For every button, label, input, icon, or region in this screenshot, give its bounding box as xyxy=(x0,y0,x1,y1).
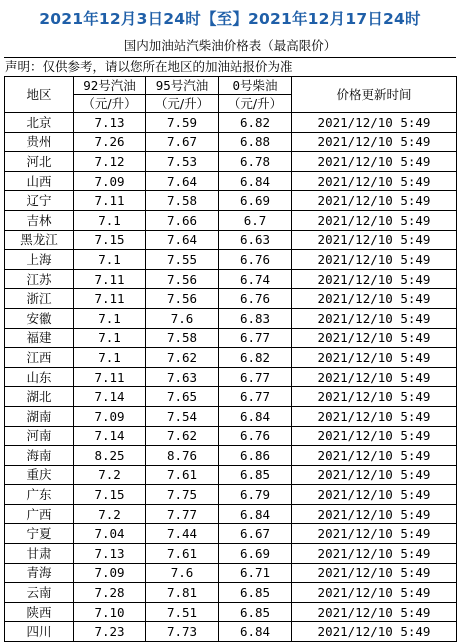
diesel0-price-cell: 6.69 xyxy=(219,191,292,211)
diesel0-price-cell: 6.71 xyxy=(219,563,292,583)
gas92-price-cell: 7.1 xyxy=(74,348,146,368)
price-table xyxy=(4,76,457,642)
region-cell: 河南 xyxy=(5,426,74,446)
update-time-cell: 2021/12/10 5:49 xyxy=(292,602,457,622)
gas95-price-cell: 7.61 xyxy=(146,465,219,485)
update-time-cell: 2021/12/10 5:49 xyxy=(292,191,457,211)
diesel0-price-cell: 6.67 xyxy=(219,524,292,544)
gas95-price-cell: 7.56 xyxy=(146,269,219,289)
gas95-price-cell: 7.56 xyxy=(146,289,219,309)
gas92-price-cell: 7.09 xyxy=(74,171,146,191)
gas92-price-cell: 7.09 xyxy=(74,406,146,426)
diesel0-price-cell: 6.74 xyxy=(219,269,292,289)
diesel0-price-cell: 6.85 xyxy=(219,583,292,603)
table-body xyxy=(5,113,457,642)
gas92-price-cell: 8.25 xyxy=(74,446,146,466)
gas92-price-cell: 7.2 xyxy=(74,504,146,524)
gas95-price-cell: 7.77 xyxy=(146,504,219,524)
unit-diesel0: （元/升） xyxy=(219,95,292,113)
update-time-cell: 2021/12/10 5:49 xyxy=(292,113,457,133)
gas95-price-cell: 7.75 xyxy=(146,485,219,505)
diesel0-price-cell: 6.84 xyxy=(219,171,292,191)
gas92-price-cell: 7.1 xyxy=(74,250,146,270)
update-time-cell: 2021/12/10 5:49 xyxy=(292,426,457,446)
gas92-price-cell: 7.14 xyxy=(74,387,146,407)
gas95-price-cell: 7.59 xyxy=(146,113,219,133)
region-cell: 吉林 xyxy=(5,210,74,230)
gas92-price-cell: 7.12 xyxy=(74,152,146,172)
table-row xyxy=(5,230,457,250)
region-cell: 云南 xyxy=(5,583,74,603)
table-row xyxy=(5,406,457,426)
update-time-cell: 2021/12/10 5:49 xyxy=(292,210,457,230)
update-time-cell: 2021/12/10 5:49 xyxy=(292,230,457,250)
region-cell: 河北 xyxy=(5,152,74,172)
diesel0-price-cell: 6.77 xyxy=(219,367,292,387)
region-cell: 福建 xyxy=(5,328,74,348)
gas95-price-cell: 7.62 xyxy=(146,348,219,368)
region-cell: 湖北 xyxy=(5,387,74,407)
table-row xyxy=(5,308,457,328)
page-subtitle: 国内加油站汽柴油价格表（最高限价） xyxy=(123,38,337,53)
diesel0-price-cell: 6.77 xyxy=(219,387,292,407)
region-cell: 广东 xyxy=(5,485,74,505)
gas95-price-cell: 7.66 xyxy=(146,210,219,230)
gas95-price-cell: 7.67 xyxy=(146,132,219,152)
diesel0-price-cell: 6.82 xyxy=(219,113,292,133)
gas95-price-cell: 7.61 xyxy=(146,544,219,564)
gas95-price-cell: 7.6 xyxy=(146,308,219,328)
region-cell: 山西 xyxy=(5,171,74,191)
gas95-price-cell: 7.81 xyxy=(146,583,219,603)
region-cell: 青海 xyxy=(5,563,74,583)
table-row xyxy=(5,485,457,505)
update-time-cell: 2021/12/10 5:49 xyxy=(292,171,457,191)
update-time-cell: 2021/12/10 5:49 xyxy=(292,250,457,270)
gas95-price-cell: 7.62 xyxy=(146,426,219,446)
region-cell: 北京 xyxy=(5,113,74,133)
update-time-cell: 2021/12/10 5:49 xyxy=(292,465,457,485)
header-gas92: 92号汽油 xyxy=(74,77,146,95)
header-diesel0: 0号柴油 xyxy=(219,77,292,95)
diesel0-price-cell: 6.82 xyxy=(219,348,292,368)
diesel0-price-cell: 6.85 xyxy=(219,465,292,485)
table-row xyxy=(5,191,457,211)
region-cell: 浙江 xyxy=(5,289,74,309)
table-row xyxy=(5,544,457,564)
update-time-cell: 2021/12/10 5:49 xyxy=(292,387,457,407)
table-row xyxy=(5,132,457,152)
table-row xyxy=(5,465,457,485)
diesel0-price-cell: 6.76 xyxy=(219,289,292,309)
gas95-price-cell: 7.55 xyxy=(146,250,219,270)
diesel0-price-cell: 6.77 xyxy=(219,328,292,348)
update-time-cell: 2021/12/10 5:49 xyxy=(292,328,457,348)
gas92-price-cell: 7.14 xyxy=(74,426,146,446)
table-row xyxy=(5,563,457,583)
table-row xyxy=(5,289,457,309)
diesel0-price-cell: 6.76 xyxy=(219,426,292,446)
table-row xyxy=(5,426,457,446)
update-time-cell: 2021/12/10 5:49 xyxy=(292,132,457,152)
table-row xyxy=(5,387,457,407)
gas92-price-cell: 7.11 xyxy=(74,367,146,387)
diesel0-price-cell: 6.85 xyxy=(219,602,292,622)
update-time-cell: 2021/12/10 5:49 xyxy=(292,563,457,583)
diesel0-price-cell: 6.84 xyxy=(219,406,292,426)
table-row xyxy=(5,583,457,603)
diesel0-price-cell: 6.69 xyxy=(219,544,292,564)
header-updated: 价格更新时间 xyxy=(292,77,457,113)
gas92-price-cell: 7.11 xyxy=(74,269,146,289)
gas92-price-cell: 7.1 xyxy=(74,328,146,348)
update-time-cell: 2021/12/10 5:49 xyxy=(292,152,457,172)
gas95-price-cell: 7.44 xyxy=(146,524,219,544)
gas95-price-cell: 7.51 xyxy=(146,602,219,622)
disclaimer-notice: 声明：仅供参考，请以您所在地区的加油站报价为准 xyxy=(4,57,456,76)
page-title: 2021年12月3日24时【至】2021年12月17日24时 xyxy=(39,10,421,28)
update-time-cell: 2021/12/10 5:49 xyxy=(292,348,457,368)
update-time-cell: 2021/12/10 5:49 xyxy=(292,269,457,289)
table-row xyxy=(5,348,457,368)
region-cell: 辽宁 xyxy=(5,191,74,211)
region-cell: 陕西 xyxy=(5,602,74,622)
update-time-cell: 2021/12/10 5:49 xyxy=(292,524,457,544)
region-cell: 江苏 xyxy=(5,269,74,289)
gas95-price-cell: 7.6 xyxy=(146,563,219,583)
diesel0-price-cell: 6.76 xyxy=(219,250,292,270)
region-cell: 湖南 xyxy=(5,406,74,426)
update-time-cell: 2021/12/10 5:49 xyxy=(292,446,457,466)
header-region: 地区 xyxy=(5,77,74,113)
region-cell: 黑龙江 xyxy=(5,230,74,250)
table-row xyxy=(5,210,457,230)
table-row xyxy=(5,250,457,270)
diesel0-price-cell: 6.83 xyxy=(219,308,292,328)
diesel0-price-cell: 6.88 xyxy=(219,132,292,152)
gas95-price-cell: 7.54 xyxy=(146,406,219,426)
gas95-price-cell: 7.64 xyxy=(146,171,219,191)
unit-gas95: （元/升） xyxy=(146,95,219,113)
table-row xyxy=(5,524,457,544)
gas95-price-cell: 7.65 xyxy=(146,387,219,407)
table-row xyxy=(5,269,457,289)
region-cell: 安徽 xyxy=(5,308,74,328)
table-header xyxy=(5,77,457,113)
diesel0-price-cell: 6.7 xyxy=(219,210,292,230)
update-time-cell: 2021/12/10 5:49 xyxy=(292,406,457,426)
region-cell: 重庆 xyxy=(5,465,74,485)
table-row xyxy=(5,328,457,348)
region-cell: 广西 xyxy=(5,504,74,524)
table-row xyxy=(5,152,457,172)
region-cell: 甘肃 xyxy=(5,544,74,564)
region-cell: 贵州 xyxy=(5,132,74,152)
gas95-price-cell: 8.76 xyxy=(146,446,219,466)
diesel0-price-cell: 6.86 xyxy=(219,446,292,466)
table-row xyxy=(5,113,457,133)
gas92-price-cell: 7.04 xyxy=(74,524,146,544)
region-cell: 海南 xyxy=(5,446,74,466)
gas92-price-cell: 7.1 xyxy=(74,308,146,328)
header-gas95: 95号汽油 xyxy=(146,77,219,95)
table-row xyxy=(5,171,457,191)
gas92-price-cell: 7.11 xyxy=(74,191,146,211)
gas92-price-cell: 7.1 xyxy=(74,210,146,230)
table-row xyxy=(5,622,457,642)
gas92-price-cell: 7.15 xyxy=(74,485,146,505)
gas95-price-cell: 7.58 xyxy=(146,328,219,348)
gas92-price-cell: 7.15 xyxy=(74,230,146,250)
update-time-cell: 2021/12/10 5:49 xyxy=(292,504,457,524)
gas95-price-cell: 7.64 xyxy=(146,230,219,250)
update-time-cell: 2021/12/10 5:49 xyxy=(292,583,457,603)
gas92-price-cell: 7.13 xyxy=(74,113,146,133)
region-cell: 江西 xyxy=(5,348,74,368)
region-cell: 上海 xyxy=(5,250,74,270)
gas92-price-cell: 7.23 xyxy=(74,622,146,642)
region-cell: 宁夏 xyxy=(5,524,74,544)
gas92-price-cell: 7.11 xyxy=(74,289,146,309)
price-sheet xyxy=(4,4,456,640)
gas92-price-cell: 7.26 xyxy=(74,132,146,152)
diesel0-price-cell: 6.79 xyxy=(219,485,292,505)
diesel0-price-cell: 6.84 xyxy=(219,504,292,524)
update-time-cell: 2021/12/10 5:49 xyxy=(292,622,457,642)
region-cell: 四川 xyxy=(5,622,74,642)
update-time-cell: 2021/12/10 5:49 xyxy=(292,289,457,309)
table-row xyxy=(5,504,457,524)
gas95-price-cell: 7.58 xyxy=(146,191,219,211)
gas95-price-cell: 7.53 xyxy=(146,152,219,172)
update-time-cell: 2021/12/10 5:49 xyxy=(292,367,457,387)
diesel0-price-cell: 6.78 xyxy=(219,152,292,172)
table-row xyxy=(5,446,457,466)
update-time-cell: 2021/12/10 5:49 xyxy=(292,544,457,564)
gas92-price-cell: 7.2 xyxy=(74,465,146,485)
diesel0-price-cell: 6.63 xyxy=(219,230,292,250)
update-time-cell: 2021/12/10 5:49 xyxy=(292,308,457,328)
gas92-price-cell: 7.09 xyxy=(74,563,146,583)
gas95-price-cell: 7.73 xyxy=(146,622,219,642)
table-row xyxy=(5,367,457,387)
gas92-price-cell: 7.13 xyxy=(74,544,146,564)
update-time-cell: 2021/12/10 5:49 xyxy=(292,485,457,505)
gas95-price-cell: 7.63 xyxy=(146,367,219,387)
gas92-price-cell: 7.28 xyxy=(74,583,146,603)
header-row xyxy=(5,77,457,95)
table-row xyxy=(5,602,457,622)
region-cell: 山东 xyxy=(5,367,74,387)
unit-gas92: （元/升） xyxy=(74,95,146,113)
gas92-price-cell: 7.10 xyxy=(74,602,146,622)
diesel0-price-cell: 6.84 xyxy=(219,622,292,642)
